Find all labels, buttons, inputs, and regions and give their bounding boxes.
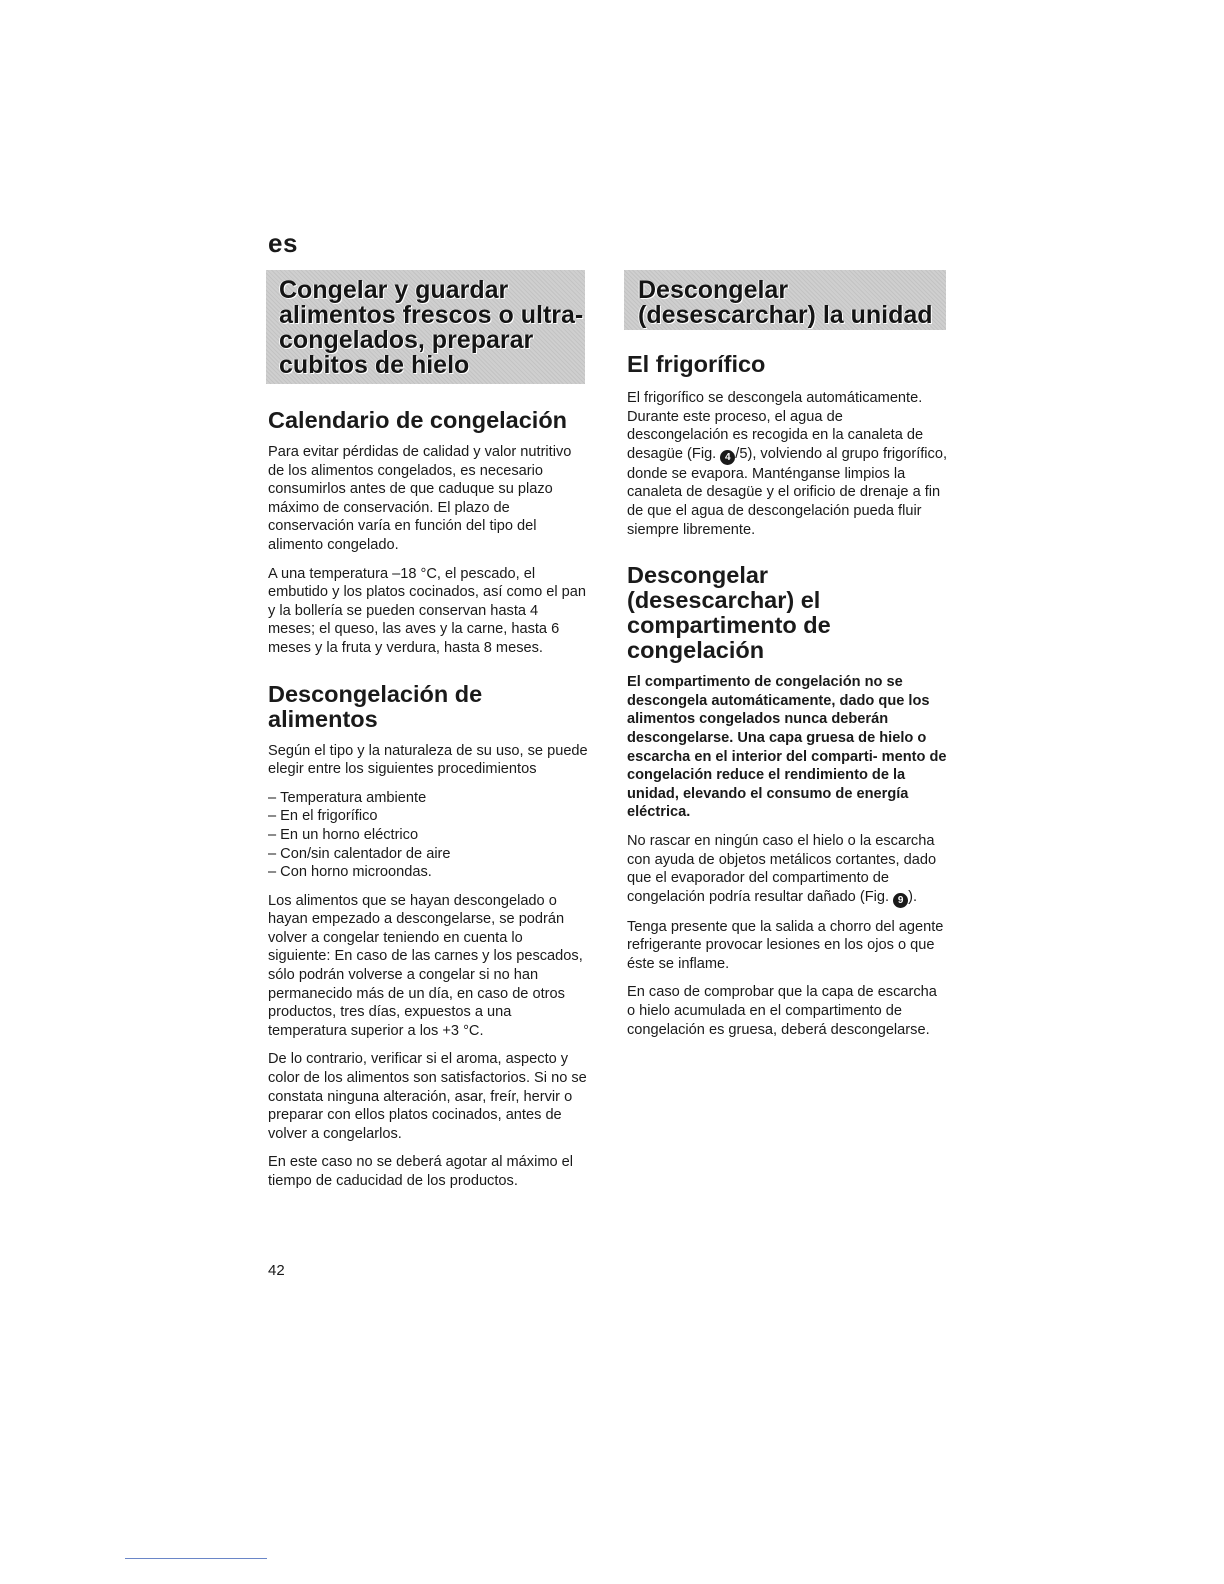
text-run: /5), volviendo al grupo frigorífico, donde se evapora. Manténganse limpios la canaleta de desagüe y el orificio de drenaje a fin de que el agua de descongelación pueda fluir siempre libremente. (627, 445, 948, 538)
banner-line: (desescarchar) la unidad (638, 301, 933, 329)
right-column (627, 352, 947, 1039)
paragraph: Según el tipo y la naturaleza de su uso, se puede elegir entre los siguientes procedimientos (268, 742, 588, 778)
thawing-methods-list (268, 789, 588, 882)
heading-line: congelación (627, 637, 765, 664)
left-column (268, 400, 588, 1191)
text-run: El frigorífico se descongela automáticamente. Durante este proceso, el agua de descongelación es recogida en la canaleta de desagüe (Fig. (627, 390, 924, 462)
paragraph: A una temperatura –18 °C, el pescado, el embutido y los platos cocinados, así como el pan y la bollería se pueden conservan hasta 4 meses; el queso, las aves y la carne, hasta 6 meses y la fruta y verdura, hasta 8 meses. (268, 565, 586, 656)
paragraph (627, 832, 947, 908)
banner-line: alimentos frescos o ultra- (279, 301, 584, 329)
heading-line: alimentos (268, 705, 378, 732)
heading-line: Descongelación de (268, 680, 483, 707)
banner-line: Congelar y guardar (279, 276, 509, 304)
scan-artifact-line (125, 1558, 267, 1559)
text-run: ). (908, 888, 918, 905)
heading-freezing-calendar: Calendario de congelación (268, 407, 568, 433)
heading-line: (desescarchar) el (627, 587, 821, 614)
banner-line: congelados, preparar (279, 326, 534, 354)
language-code: es (268, 228, 298, 258)
paragraph: Los alimentos que se hayan descongelado o hayan empezado a descongelarse, se podrán volver a congelar teniendo en cuenta lo siguiente: En caso de las carnes y los pescados, sólo podrán volverse a congelar si no han permanecido más de un día, en caso de otros productos, tres días, expuestos a una temperatura superior a los +3 °C. (268, 892, 583, 1039)
paragraph: En este caso no se deberá agotar al máximo el tiempo de caducidad de los productos. (268, 1154, 574, 1189)
list-item: – Con/sin calentador de aire (268, 845, 588, 864)
paragraph (627, 389, 947, 539)
heading-refrigerator: El frigorífico (627, 351, 766, 377)
heading-defrost-freezer (627, 563, 947, 663)
paragraph: Tenga presente que la salida a chorro del agente refrigerante provocar lesiones en los ojos o que éste se inflame. (627, 918, 944, 972)
section-banner-defrosting (624, 270, 946, 330)
paragraph: En caso de comprobar que la capa de escarcha o hielo acumulada en el compartimento de congelación es gruesa, deberá descongelarse. (627, 984, 937, 1038)
section-banner-freezing (266, 270, 585, 384)
banner-line: cubitos de hielo (279, 351, 470, 379)
figure-9-icon: 9 (893, 893, 908, 908)
paragraph: Para evitar pérdidas de calidad y valor nutritivo de los alimentos congelados, es necesario consumirlos antes de que caduque su plazo máximo de conservación. El plazo de conservación varía en función del tipo del alimento congelado. (268, 444, 572, 553)
figure-4-icon: 4 (720, 450, 735, 465)
list-item: – Temperatura ambiente (268, 789, 588, 808)
warning-paragraph: El compartimento de congelación no se descongela automáticamente, dado que los alimentos congelados nunca deberán descongelarse. Una capa gruesa de hielo o escarcha en el interior del comparti- mento de congelación reduce el rendimiento de la unidad, elevando el consumo de energía eléctrica. (627, 674, 947, 821)
text-run: No rascar en ningún caso el hielo o la escarcha con ayuda de objetos metálicos cortantes, dado que el evaporador del compartimento de congelación podría resultar dañado (Fig. (627, 832, 937, 905)
list-item: – En el frigorífico (268, 807, 588, 826)
banner-line: Descongelar (638, 276, 789, 304)
heading-thawing-food (268, 682, 588, 732)
list-item: – En un horno eléctrico (268, 826, 588, 845)
paragraph: De lo contrario, verificar si el aroma, aspecto y color de los alimentos son satisfactorios. Si no se constata ninguna alteración, asar, freír, hervir o preparar con ellos platos cocinados, antes de volver a congelarlos. (268, 1051, 587, 1142)
list-item: – Con horno microondas. (268, 863, 588, 882)
page-number: 42 (268, 1262, 285, 1279)
heading-line: Descongelar (627, 562, 769, 589)
heading-line: compartimento de (627, 612, 831, 639)
